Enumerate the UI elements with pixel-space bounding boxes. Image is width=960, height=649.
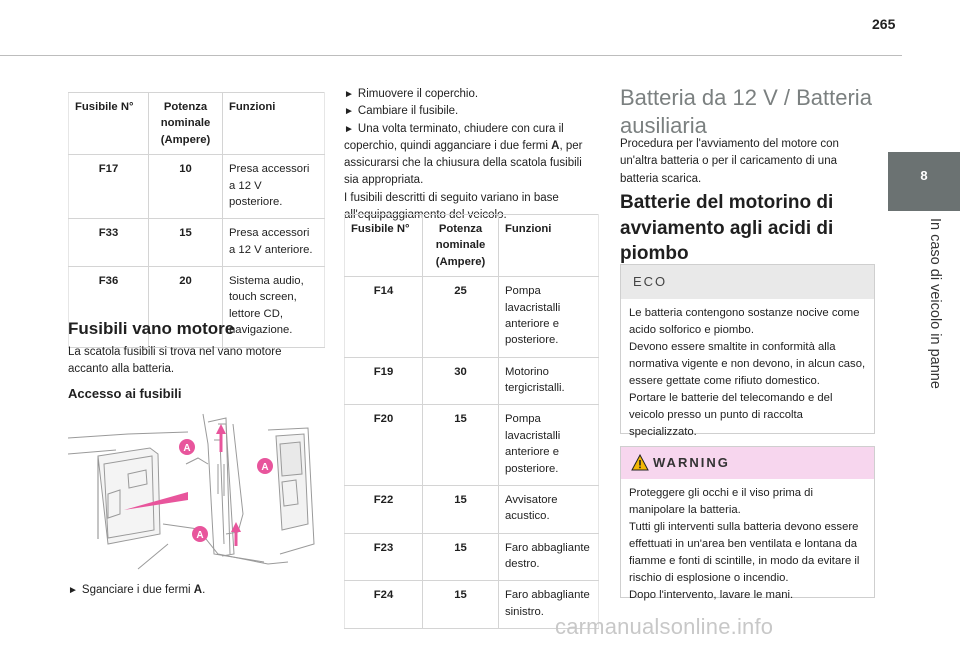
col-rating: Potenza nominale (Ampere)	[149, 93, 223, 155]
fuse-rating: 30	[423, 357, 499, 405]
eco-text: Le batteria contengono sostanze nocive come acido solforico e piombo. Devono essere smaltite in conformità alla normativa vigente e non devono, in alcun caso, essere gettate come rifiuto domestico. Portare le batterie del telecomando e del veicolo presso un punto di raccolta specializzato.	[629, 307, 866, 438]
chapter-title-text: In caso di veicolo in panne	[927, 218, 943, 389]
watermark: carmanualsonline.info	[555, 614, 774, 639]
engine-fuses-title: Fusibili vano motore	[68, 319, 235, 338]
fuse-box-diagram	[68, 404, 316, 574]
table-row	[345, 405, 599, 486]
warning-text: Proteggere gli occhi e il viso prima di manipolare la batteria. Tutti gli interventi sulla batteria devono essere effettuati in un'area ben ventilata e lontana da fiamme e fonti di scintille, in modo da evitare il rischio di esplosione o incendio. Dopo l'intervento, lavare le mani.	[629, 487, 860, 601]
fuse-number: F22	[345, 485, 423, 533]
fuse-number: F24	[345, 581, 423, 629]
engine-fuse-table	[344, 214, 599, 629]
battery-intro: Procedura per l'avviamento del motore con un'altra batteria o per il caricamento di una batteria scarica.	[620, 138, 839, 185]
col-functions: Funzioni	[499, 215, 599, 277]
fuse-function: Presa accessori a 12 V posteriore.	[223, 155, 325, 219]
fuse-number: F19	[345, 357, 423, 405]
fuse-rating: 15	[423, 405, 499, 486]
col-rating: Potenza nominale (Ampere)	[423, 215, 499, 277]
interior-fuse-table	[68, 92, 325, 348]
eco-notice	[620, 264, 875, 438]
latch-a-label: A	[261, 462, 269, 473]
fuse-number: F33	[69, 219, 149, 267]
chapter-number: 8	[920, 168, 928, 183]
fuse-function: Pompa lavacristalli anteriore e posteriore.	[499, 277, 599, 358]
col-fuse-number: Fusibile N°	[345, 215, 423, 277]
step-release-latches: ► Sganciare i due fermi A.	[68, 584, 206, 596]
fuse-number: F17	[69, 155, 149, 219]
engine-fuses-text: La scatola fusibili si trova nel vano motore accanto alla batteria.	[68, 346, 282, 376]
access-fuses-title: Accesso ai fusibili	[68, 386, 182, 401]
step-change-fuse: ► Cambiare il fusibile.	[344, 105, 459, 118]
step-remove-cover: ► Rimuovere il coperchio.	[344, 88, 479, 100]
equipment-note: I fusibili descritti di seguito variano in base all'equipaggiamento del veicolo.	[344, 191, 559, 221]
col-fuse-number: Fusibile N°	[69, 93, 149, 155]
fuse-number: F14	[345, 277, 423, 358]
fuse-function: Motorino tergicristalli.	[499, 357, 599, 405]
chapter-title	[925, 218, 945, 418]
fuse-function: Presa accessori a 12 V anteriore.	[223, 219, 325, 267]
lead-acid-title: Batterie del motorino di avviamento agli acidi di piombo	[620, 192, 834, 265]
fuse-rating: 15	[423, 485, 499, 533]
fuse-rating: 15	[149, 219, 223, 267]
table-header-row	[69, 93, 325, 155]
fuse-rating: 15	[423, 533, 499, 581]
page-number: 265	[872, 16, 896, 32]
fuse-rating: 20	[149, 267, 223, 348]
eco-label: ECO	[621, 265, 874, 299]
fuse-rating: 15	[423, 581, 499, 629]
table-row	[345, 485, 599, 533]
header-rule	[0, 55, 902, 56]
battery-title: Batteria da 12 V / Batteria ausiliaria	[620, 85, 872, 138]
fuse-rating: 10	[149, 155, 223, 219]
fuse-number: F20	[345, 405, 423, 486]
table-row	[69, 219, 325, 267]
fuse-function: Pompa lavacristalli anteriore e posteriore.	[499, 405, 599, 486]
middle-steps	[344, 86, 594, 224]
warning-icon	[631, 454, 649, 471]
step-close-cover: ► Una volta terminato, chiudere con cura il coperchio, quindi agganciare i due fermi A, per assicurarsi che la chiusura della scatola fusibili sia appropriata.	[344, 122, 583, 187]
table-row	[345, 533, 599, 581]
fuse-function: Sistema audio, touch screen, lettore CD, navigazione.	[223, 267, 325, 348]
fuse-rating: 25	[423, 277, 499, 358]
fuse-function: Faro abbagliante destro.	[499, 533, 599, 581]
table-row	[345, 357, 599, 405]
col-functions: Funzioni	[223, 93, 325, 155]
table-row	[345, 277, 599, 358]
warning-notice	[620, 446, 875, 601]
latch-a-label: A	[183, 443, 191, 454]
table-header-row	[345, 215, 599, 277]
fuse-function: Faro abbagliante sinistro.	[499, 581, 599, 629]
fuse-number: F36	[69, 267, 149, 348]
latch-a-label: A	[196, 530, 204, 541]
warning-label: WARNING	[653, 455, 730, 470]
warning-header	[621, 447, 874, 479]
fuse-number: F23	[345, 533, 423, 581]
fuse-function: Avvisatore acustico.	[499, 485, 599, 533]
table-row	[69, 155, 325, 219]
